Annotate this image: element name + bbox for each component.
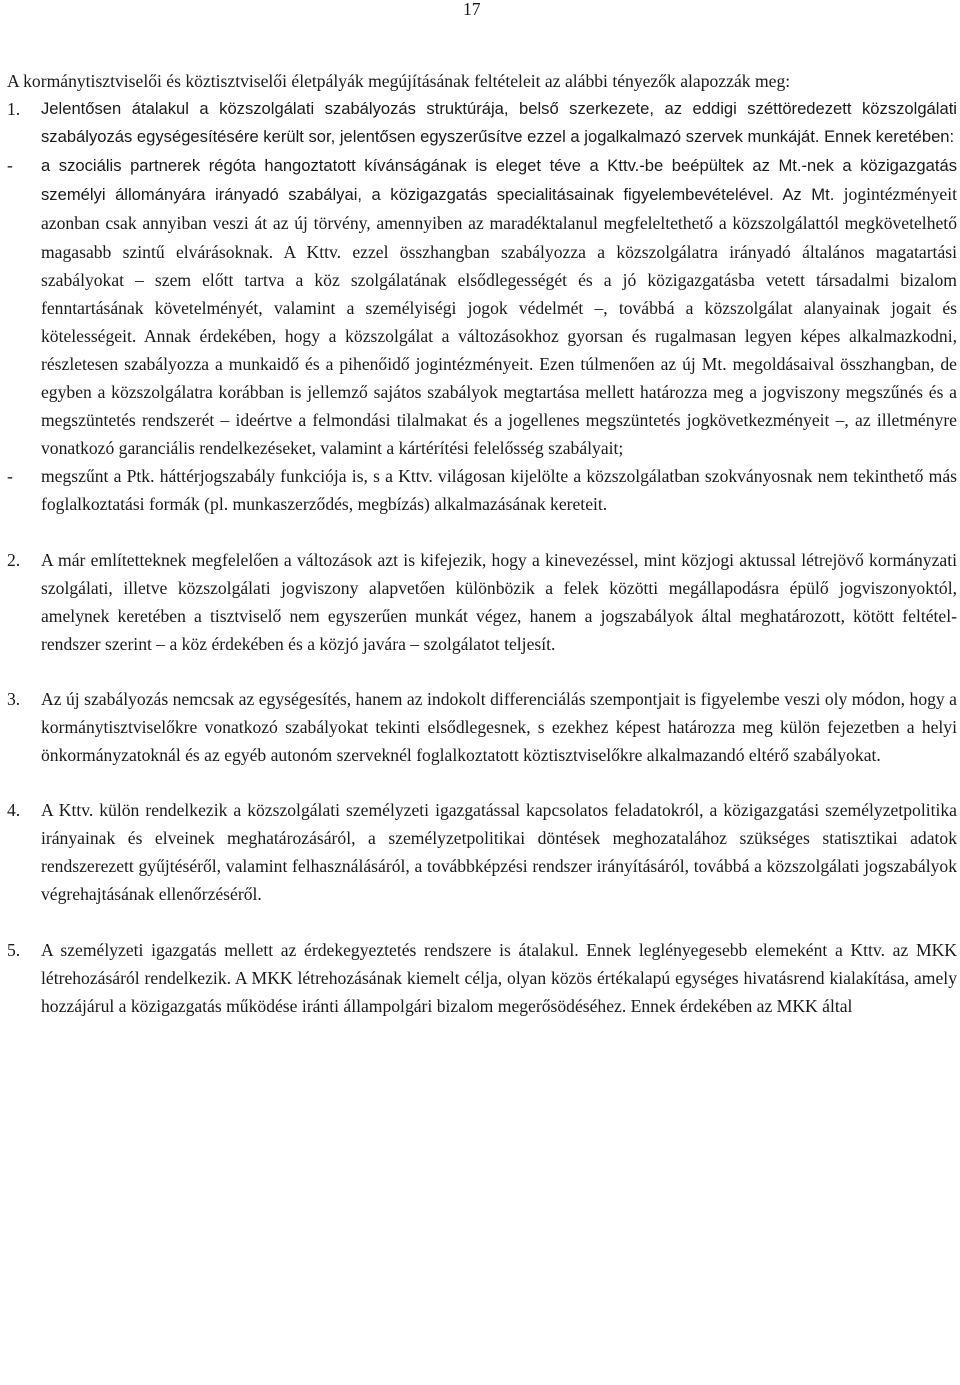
sub-item-text: jogintézményeit azonban csak annyiban veszi át az új törvény, amennyiben az maradéktalanul megfeleltethető a közszolgálattól megkövetelhető magasabb szintű elvárásoknak. A Kttv. ezzel összhangban szabályozza a közszolgálatra irányadó általános magatartási szabályokat – szem előtt tartva a köz szolgálatának elsődlegességét és a jó közigazgatásba vetett társadalmi bizalom fenntartásának követelményét, valamint a személyiségi jogok védelmét –, továbbá a közszolgálat alanyainak jogait és kötelességeit. Annak érdekében, hogy a közszolgálat a változásokhoz gyorsan és rugalmasan legyen képes alkalmazkodni, részletesen szabályozza a munkaidő és a pihenőidő jogintézményeit. Ezen túlmenően az új Mt. megoldásaival összhangban, de egyben a közszolgálatra korábban is jellemző sajátos szabályok megtartása mellett határozza meg a jogviszony megszűnés és a megszüntetés rendszerét – ideértve a felmondási tilalmakat és a jogellenes megszüntetés jogkövetkezményeit –, az illetményre vonatkozó garanciális rendelkezéseket, valamint a kártérítési felelősség szabályait;: [41, 184, 957, 459]
list-item-5: [7, 936, 957, 1020]
numbered-list: [7, 95, 957, 1020]
sub-item-text-sans: a szociális partnerek régóta hangoztatott kívánságának is eleget téve a Kttv.-be beépültek az Mt.-nek a közigazgatás személyi állományára irányadó szabályai, a közigazgatás specialitásainak figyelembevételével. Az Mt.: [41, 156, 957, 205]
sub-item-2: [7, 462, 957, 518]
page-number: 17: [463, 0, 481, 19]
list-item-text: A már említetteknek megfelelően a változások azt is kifejezik, hogy a kinevezéssel, mint közjogi aktussal létrejövő kormányzati szolgálati, illetve közszolgálati jogviszony alapvetően különbözik a felek közötti megállapodásra épülő jogviszonyoktól, amelynek keretében a tisztviselő nem egyszerűen munkát végez, hanem a jogszabályok által meghatározott, kötött feltételrendszer szerint – a köz érdekében és a közjó javára – szolgálatot teljesít.: [41, 549, 957, 654]
list-item-number: 4.: [7, 800, 21, 821]
list-item-number: 3.: [7, 688, 21, 709]
dash-bullet: -: [7, 155, 13, 176]
sub-item-1: [7, 151, 957, 462]
list-item-3: [7, 685, 957, 769]
list-item-text: A Kttv. külön rendelkezik a közszolgálati személyzeti igazgatással kapcsolatos feladatokról, a közigazgatási személyzetpolitika irányainak és elveinek meghatározásáról, a személyzetpolitikai döntések meghozatalához szükséges statisztikai adatok rendszerezett gyűjtéséről, valamint felhasználásáról, a továbbképzési rendszer irányításáról, továbbá a közszolgálati jogszabályok végrehajtásának ellenőrzéséről.: [41, 800, 957, 905]
sub-list: [7, 151, 957, 518]
dash-bullet: -: [7, 466, 13, 487]
intro-paragraph: A kormánytisztviselői és köztisztviselői életpályák megújításának feltételeit az alábbi tényezők alapozzák meg:: [7, 71, 791, 91]
document-body: [7, 67, 957, 1020]
list-item-1: [7, 95, 957, 518]
list-item-4: [7, 796, 957, 908]
list-item-text: Jelentősen átalakul a közszolgálati szabályozás struktúrája, belső szerkezete, az eddigi széttöredezett közszolgálati szabályozás egységesítésére került sor, jelentősen egyszerűsítve ezzel a jogalkalmazó szervek munkáját. Ennek keretében:: [41, 99, 957, 147]
list-item-number: 1.: [7, 99, 21, 120]
list-item-2: [7, 546, 957, 658]
list-item-number: 2.: [7, 549, 21, 570]
list-item-number: 5.: [7, 939, 21, 960]
list-item-text: A személyzeti igazgatás mellett az érdekegyeztetés rendszere is átalakul. Ennek leglényegesebb elemeként a Kttv. az MKK létrehozásáról rendelkezik. A MKK létrehozásának kiemelt célja, olyan közös értékalapú egységes hivatásrend kialakítása, amely hozzájárul a közigazgatás működése iránti állampolgári bizalom megerősödéséhez. Ennek érdekében az MKK által: [41, 939, 957, 1016]
sub-item-text: megszűnt a Ptk. háttérjogszabály funkciója is, s a Kttv. világosan kijelölte a közszolgálatban szokványosnak nem tekinthető más foglalkoztatási formák (pl. munkaszerződés, megbízás) alkalmazásának kereteit.: [41, 466, 957, 515]
list-item-text: Az új szabályozás nemcsak az egységesítés, hanem az indokolt differenciálás szempontjait is figyelembe veszi oly módon, hogy a kormánytisztviselőkre vonatkozó szabályokat tekinti elsődlegesnek, s ezekhez képest határozza meg külön fejezetben a helyi önkormányzatoknál és az egyéb autonóm szerveknél foglalkoztatott köztisztviselőkre alkalmazandó eltérő szabályokat.: [41, 688, 957, 766]
